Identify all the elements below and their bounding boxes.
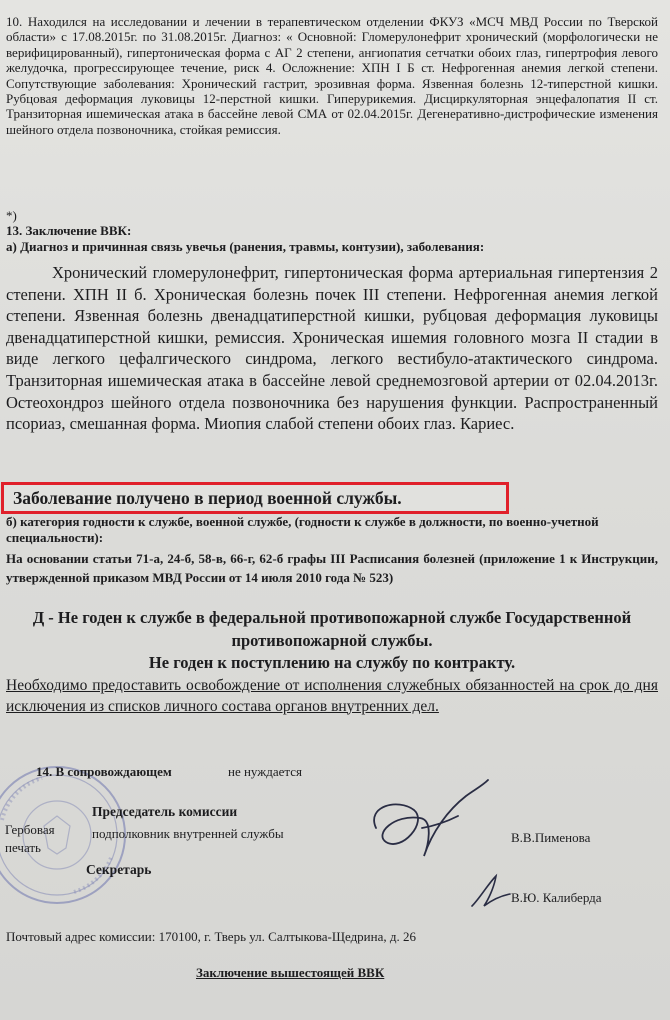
secretary-signature (466, 870, 516, 912)
section-14-value: не нуждается (228, 764, 302, 779)
diagnosis-text: Хронический гломерулонефрит, гипертоническая форма артериальная гипертензия 2 степени. ХПН II б. Хроническая болезнь почек III степени. Нефрогенная анемия легкой степени. Язвенная болезнь двенадцатиперстной кишки, рубцовая деформация луковицы двенадцатиперстной кишки, ремиссия. Хроническая ишемия головного мозга II стадии в виде легкого цефалгического синдрома, легкого вестибуло-атактического синдрома. Транзиторная ишемическая атака в бассейне левой среднемозговой артерии от 02.04.2013г. Остеохондроз шейного отдела позвоночника без нарушения функции. Распространенный псориаз, смешанная форма. Миопия слабой степени обоих глаз. Кариес. (6, 263, 658, 434)
requirement-text: Необходимо предоставить освобождение от исполнения служебных обязанностей на срок до дня исключения из списков личного состава органов внутренних дел. (6, 677, 658, 715)
commission-address: Почтовый адрес комиссии: 170100, г. Тверь ул. Салтыкова-Щедрина, д. 26 (6, 929, 416, 944)
asterisk-note: *) (6, 208, 17, 223)
section-13a-label: а) Диагноз и причинная связь увечья (ранения, травмы, контузии), заболевания: (6, 239, 485, 254)
section-13-header (6, 223, 658, 255)
highlight-text: Заболевание получено в период военной службы. (13, 488, 402, 508)
section-13b-label: б) категория годности к службе, военной службе, (годности к службе в должности, по военно-учетной специальности): (6, 514, 599, 545)
section-10-text: 10. Находился на исследовании и лечении в терапевтическом отделении ФКУЗ «МСЧ МВД России по Тверской области» с 17.08.2015г. по 31.08.2015г. Диагноз: « Основной: Гломерулонефрит хронический (морфологически не верифицированный), гипертоническая форма с АГ 2 степени, ангиопатия сетчатки обоих глаз, гипертрофия левого желудочка, прогрессирующее течение, риск 4. Осложнение: ХПН I Б ст. Нефрогенная анемия легкой степени. Сопутствующие заболевания: Хронический гастрит, эрозивная форма. Язвенная болезнь 12-типерстной кишки. Рубцовая деформация луковицы 12-перстной кишки. Гиперурикемия. Дисциркуляторная энцефалопатия II ст. Транзиторная ишемическая атака в бассейне левой СМА от 02.04.2015г. Дегенеративно-дистрофические изменения шейного отдела позвоночника, стойкая ремиссия. (6, 14, 658, 137)
section-13-title: 13. Заключение ВВК: (6, 223, 132, 238)
chairman-rank: подполковник внутренней службы (92, 826, 284, 841)
highlighted-conclusion (1, 482, 509, 514)
diagnosis-paragraph (6, 262, 658, 435)
basis-text: На основании статьи 71-а, 24-б, 58-в, 66-г, 62-б графы III Расписания болезней (приложение 1 к Инструкции, утвержденной приказом МВД России от 14 июля 2010 года № 523) (6, 551, 658, 585)
seal-label-line-2: печать (5, 840, 41, 855)
upper-commission-heading: Заключение вышестоящей ВВК (196, 965, 385, 980)
secretary-name: В.Ю. Калиберда (511, 890, 602, 905)
verdict-line-2: Не годен к поступлению на службу по контракту. (148, 653, 516, 672)
secretary-title: Секретарь (86, 862, 152, 877)
verdict (6, 607, 658, 675)
chairman-name: В.В.Пименова (511, 830, 591, 845)
section-14-label: 14. В сопровождающем (36, 764, 172, 779)
verdict-line-1: Д - Не годен к службе в федеральной противопожарной службе Государственной противопожарной службы. (32, 608, 632, 650)
chairman-signature (362, 776, 492, 866)
chairman-title: Председатель комиссии (92, 804, 238, 819)
seal-label-line-1: Гербовая (5, 822, 55, 837)
